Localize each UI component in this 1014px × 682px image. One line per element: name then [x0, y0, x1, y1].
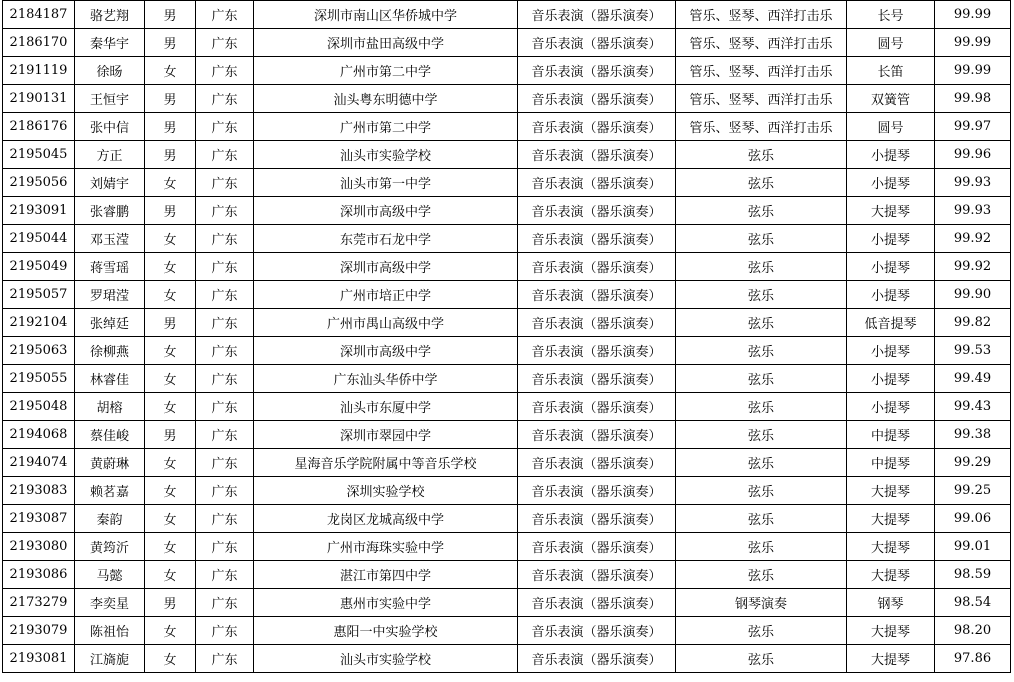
table-row [3, 57, 1011, 85]
gender-cell: 女 [145, 645, 196, 673]
candidate-id-cell: 2195045 [3, 141, 75, 169]
province-cell: 广东 [196, 365, 254, 393]
major-cell: 音乐表演（器乐演奏） [518, 365, 676, 393]
score-cell: 99.99 [935, 1, 1011, 29]
gender-cell: 女 [145, 561, 196, 589]
major-cell: 音乐表演（器乐演奏） [518, 281, 676, 309]
instrument-cell: 长笛 [847, 57, 935, 85]
table-row [3, 533, 1011, 561]
name-cell: 秦韵 [75, 505, 145, 533]
category-cell: 弦乐 [676, 337, 847, 365]
instrument-cell: 低音提琴 [847, 309, 935, 337]
major-cell: 音乐表演（器乐演奏） [518, 1, 676, 29]
score-cell: 99.96 [935, 141, 1011, 169]
table-row [3, 393, 1011, 421]
gender-cell: 男 [145, 421, 196, 449]
school-cell: 深圳市高级中学 [254, 337, 518, 365]
province-cell: 广东 [196, 225, 254, 253]
table-row [3, 309, 1011, 337]
category-cell: 管乐、竖琴、西洋打击乐 [676, 1, 847, 29]
table-row [3, 365, 1011, 393]
major-cell: 音乐表演（器乐演奏） [518, 421, 676, 449]
table-row [3, 281, 1011, 309]
score-cell: 99.90 [935, 281, 1011, 309]
name-cell: 邓玉滢 [75, 225, 145, 253]
score-cell: 99.99 [935, 57, 1011, 85]
candidate-id-cell: 2193080 [3, 533, 75, 561]
category-cell: 弦乐 [676, 645, 847, 673]
school-cell: 惠阳一中实验学校 [254, 617, 518, 645]
gender-cell: 男 [145, 309, 196, 337]
province-cell: 广东 [196, 421, 254, 449]
gender-cell: 女 [145, 449, 196, 477]
gender-cell: 女 [145, 225, 196, 253]
major-cell: 音乐表演（器乐演奏） [518, 393, 676, 421]
province-cell: 广东 [196, 617, 254, 645]
major-cell: 音乐表演（器乐演奏） [518, 253, 676, 281]
instrument-cell: 小提琴 [847, 365, 935, 393]
province-cell: 广东 [196, 253, 254, 281]
candidate-id-cell: 2195056 [3, 169, 75, 197]
category-cell: 弦乐 [676, 617, 847, 645]
major-cell: 音乐表演（器乐演奏） [518, 505, 676, 533]
name-cell: 马懿 [75, 561, 145, 589]
name-cell: 蔡佳峻 [75, 421, 145, 449]
table-row [3, 29, 1011, 57]
instrument-cell: 大提琴 [847, 505, 935, 533]
province-cell: 广东 [196, 197, 254, 225]
gender-cell: 女 [145, 505, 196, 533]
score-cell: 99.25 [935, 477, 1011, 505]
candidate-id-cell: 2184187 [3, 1, 75, 29]
candidate-id-cell: 2194074 [3, 449, 75, 477]
score-cell: 99.82 [935, 309, 1011, 337]
candidate-id-cell: 2195044 [3, 225, 75, 253]
category-cell: 管乐、竖琴、西洋打击乐 [676, 57, 847, 85]
school-cell: 汕头市东厦中学 [254, 393, 518, 421]
name-cell: 方正 [75, 141, 145, 169]
major-cell: 音乐表演（器乐演奏） [518, 589, 676, 617]
candidate-id-cell: 2192104 [3, 309, 75, 337]
instrument-cell: 大提琴 [847, 561, 935, 589]
province-cell: 广东 [196, 169, 254, 197]
gender-cell: 女 [145, 253, 196, 281]
name-cell: 刘婧宇 [75, 169, 145, 197]
school-cell: 惠州市实验中学 [254, 589, 518, 617]
candidate-id-cell: 2186176 [3, 113, 75, 141]
candidate-id-cell: 2193086 [3, 561, 75, 589]
school-cell: 东莞市石龙中学 [254, 225, 518, 253]
province-cell: 广东 [196, 589, 254, 617]
major-cell: 音乐表演（器乐演奏） [518, 29, 676, 57]
instrument-cell: 小提琴 [847, 141, 935, 169]
table-row [3, 589, 1011, 617]
school-cell: 广州市第二中学 [254, 113, 518, 141]
province-cell: 广东 [196, 281, 254, 309]
candidate-id-cell: 2193079 [3, 617, 75, 645]
province-cell: 广东 [196, 561, 254, 589]
score-cell: 99.99 [935, 29, 1011, 57]
province-cell: 广东 [196, 477, 254, 505]
province-cell: 广东 [196, 85, 254, 113]
gender-cell: 女 [145, 617, 196, 645]
school-cell: 深圳实验学校 [254, 477, 518, 505]
name-cell: 赖茗嘉 [75, 477, 145, 505]
table-row [3, 337, 1011, 365]
category-cell: 钢琴演奏 [676, 589, 847, 617]
category-cell: 弦乐 [676, 309, 847, 337]
candidate-id-cell: 2191119 [3, 57, 75, 85]
major-cell: 音乐表演（器乐演奏） [518, 197, 676, 225]
name-cell: 徐柳燕 [75, 337, 145, 365]
name-cell: 张睿鹏 [75, 197, 145, 225]
province-cell: 广东 [196, 337, 254, 365]
gender-cell: 男 [145, 197, 196, 225]
category-cell: 弦乐 [676, 169, 847, 197]
major-cell: 音乐表演（器乐演奏） [518, 561, 676, 589]
name-cell: 李奕星 [75, 589, 145, 617]
table-row [3, 225, 1011, 253]
name-cell: 罗珺滢 [75, 281, 145, 309]
category-cell: 弦乐 [676, 533, 847, 561]
category-cell: 弦乐 [676, 505, 847, 533]
gender-cell: 女 [145, 281, 196, 309]
major-cell: 音乐表演（器乐演奏） [518, 141, 676, 169]
candidate-id-cell: 2195055 [3, 365, 75, 393]
name-cell: 黄筠沂 [75, 533, 145, 561]
candidate-id-cell: 2190131 [3, 85, 75, 113]
name-cell: 张绰廷 [75, 309, 145, 337]
candidate-id-cell: 2194068 [3, 421, 75, 449]
gender-cell: 女 [145, 365, 196, 393]
candidate-id-cell: 2195049 [3, 253, 75, 281]
name-cell: 江旖旎 [75, 645, 145, 673]
major-cell: 音乐表演（器乐演奏） [518, 57, 676, 85]
candidate-id-cell: 2193087 [3, 505, 75, 533]
name-cell: 陈祖怡 [75, 617, 145, 645]
province-cell: 广东 [196, 505, 254, 533]
instrument-cell: 圆号 [847, 113, 935, 141]
school-cell: 星海音乐学院附属中等音乐学校 [254, 449, 518, 477]
instrument-cell: 圆号 [847, 29, 935, 57]
instrument-cell: 中提琴 [847, 449, 935, 477]
instrument-cell: 中提琴 [847, 421, 935, 449]
score-cell: 99.01 [935, 533, 1011, 561]
instrument-cell: 小提琴 [847, 281, 935, 309]
score-cell: 99.38 [935, 421, 1011, 449]
table-row [3, 645, 1011, 673]
category-cell: 弦乐 [676, 421, 847, 449]
category-cell: 弦乐 [676, 561, 847, 589]
major-cell: 音乐表演（器乐演奏） [518, 113, 676, 141]
table-body [3, 1, 1011, 673]
gender-cell: 男 [145, 1, 196, 29]
category-cell: 弦乐 [676, 281, 847, 309]
school-cell: 广东汕头华侨中学 [254, 365, 518, 393]
score-cell: 99.93 [935, 169, 1011, 197]
name-cell: 骆艺翔 [75, 1, 145, 29]
instrument-cell: 小提琴 [847, 169, 935, 197]
school-cell: 广州市第二中学 [254, 57, 518, 85]
gender-cell: 女 [145, 57, 196, 85]
category-cell: 弦乐 [676, 197, 847, 225]
school-cell: 深圳市高级中学 [254, 253, 518, 281]
gender-cell: 女 [145, 169, 196, 197]
province-cell: 广东 [196, 1, 254, 29]
gender-cell: 女 [145, 393, 196, 421]
table-row [3, 561, 1011, 589]
instrument-cell: 小提琴 [847, 393, 935, 421]
school-cell: 广州市培正中学 [254, 281, 518, 309]
category-cell: 弦乐 [676, 477, 847, 505]
instrument-cell: 钢琴 [847, 589, 935, 617]
province-cell: 广东 [196, 449, 254, 477]
candidate-id-cell: 2195048 [3, 393, 75, 421]
school-cell: 深圳市南山区华侨城中学 [254, 1, 518, 29]
score-cell: 99.97 [935, 113, 1011, 141]
name-cell: 蒋雪瑶 [75, 253, 145, 281]
instrument-cell: 大提琴 [847, 477, 935, 505]
province-cell: 广东 [196, 141, 254, 169]
category-cell: 弦乐 [676, 225, 847, 253]
candidate-id-cell: 2195057 [3, 281, 75, 309]
category-cell: 管乐、竖琴、西洋打击乐 [676, 113, 847, 141]
major-cell: 音乐表演（器乐演奏） [518, 449, 676, 477]
gender-cell: 男 [145, 85, 196, 113]
school-cell: 汕头市实验学校 [254, 141, 518, 169]
instrument-cell: 大提琴 [847, 197, 935, 225]
candidate-id-cell: 2193081 [3, 645, 75, 673]
table-row [3, 449, 1011, 477]
province-cell: 广东 [196, 393, 254, 421]
table-row [3, 253, 1011, 281]
table-row [3, 85, 1011, 113]
category-cell: 弦乐 [676, 449, 847, 477]
gender-cell: 男 [145, 113, 196, 141]
name-cell: 王恒宇 [75, 85, 145, 113]
name-cell: 徐旸 [75, 57, 145, 85]
score-cell: 99.49 [935, 365, 1011, 393]
score-cell: 99.98 [935, 85, 1011, 113]
admission-score-table [2, 0, 1011, 673]
major-cell: 音乐表演（器乐演奏） [518, 85, 676, 113]
major-cell: 音乐表演（器乐演奏） [518, 225, 676, 253]
gender-cell: 女 [145, 533, 196, 561]
category-cell: 管乐、竖琴、西洋打击乐 [676, 29, 847, 57]
major-cell: 音乐表演（器乐演奏） [518, 169, 676, 197]
name-cell: 秦华宇 [75, 29, 145, 57]
instrument-cell: 小提琴 [847, 337, 935, 365]
score-cell: 99.92 [935, 225, 1011, 253]
category-cell: 弦乐 [676, 393, 847, 421]
major-cell: 音乐表演（器乐演奏） [518, 309, 676, 337]
province-cell: 广东 [196, 533, 254, 561]
school-cell: 汕头市实验学校 [254, 645, 518, 673]
name-cell: 林睿佳 [75, 365, 145, 393]
gender-cell: 男 [145, 141, 196, 169]
score-cell: 99.43 [935, 393, 1011, 421]
school-cell: 深圳市翠园中学 [254, 421, 518, 449]
gender-cell: 女 [145, 477, 196, 505]
instrument-cell: 小提琴 [847, 225, 935, 253]
province-cell: 广东 [196, 309, 254, 337]
instrument-cell: 大提琴 [847, 533, 935, 561]
table-row [3, 505, 1011, 533]
name-cell: 胡榕 [75, 393, 145, 421]
score-cell: 98.54 [935, 589, 1011, 617]
category-cell: 弦乐 [676, 253, 847, 281]
instrument-cell: 长号 [847, 1, 935, 29]
category-cell: 管乐、竖琴、西洋打击乐 [676, 85, 847, 113]
instrument-cell: 大提琴 [847, 617, 935, 645]
school-cell: 龙岗区龙城高级中学 [254, 505, 518, 533]
province-cell: 广东 [196, 29, 254, 57]
score-cell: 97.86 [935, 645, 1011, 673]
major-cell: 音乐表演（器乐演奏） [518, 477, 676, 505]
gender-cell: 男 [145, 29, 196, 57]
table-row [3, 197, 1011, 225]
name-cell: 张中信 [75, 113, 145, 141]
candidate-id-cell: 2195063 [3, 337, 75, 365]
table-row [3, 477, 1011, 505]
school-cell: 广州市禺山高级中学 [254, 309, 518, 337]
major-cell: 音乐表演（器乐演奏） [518, 617, 676, 645]
table-row [3, 113, 1011, 141]
school-cell: 汕头市第一中学 [254, 169, 518, 197]
table-row [3, 169, 1011, 197]
school-cell: 湛江市第四中学 [254, 561, 518, 589]
score-cell: 98.20 [935, 617, 1011, 645]
major-cell: 音乐表演（器乐演奏） [518, 337, 676, 365]
table-row [3, 1, 1011, 29]
candidate-id-cell: 2173279 [3, 589, 75, 617]
score-cell: 99.29 [935, 449, 1011, 477]
name-cell: 黄蔚琳 [75, 449, 145, 477]
gender-cell: 女 [145, 337, 196, 365]
school-cell: 广州市海珠实验中学 [254, 533, 518, 561]
score-cell: 98.59 [935, 561, 1011, 589]
province-cell: 广东 [196, 57, 254, 85]
score-cell: 99.06 [935, 505, 1011, 533]
instrument-cell: 大提琴 [847, 645, 935, 673]
major-cell: 音乐表演（器乐演奏） [518, 645, 676, 673]
category-cell: 弦乐 [676, 141, 847, 169]
province-cell: 广东 [196, 113, 254, 141]
candidate-id-cell: 2193083 [3, 477, 75, 505]
candidate-id-cell: 2186170 [3, 29, 75, 57]
table-row [3, 141, 1011, 169]
instrument-cell: 双簧管 [847, 85, 935, 113]
candidate-id-cell: 2193091 [3, 197, 75, 225]
instrument-cell: 小提琴 [847, 253, 935, 281]
school-cell: 汕头粤东明德中学 [254, 85, 518, 113]
major-cell: 音乐表演（器乐演奏） [518, 533, 676, 561]
gender-cell: 男 [145, 589, 196, 617]
score-cell: 99.93 [935, 197, 1011, 225]
table-row [3, 421, 1011, 449]
province-cell: 广东 [196, 645, 254, 673]
table-row [3, 617, 1011, 645]
school-cell: 深圳市高级中学 [254, 197, 518, 225]
score-cell: 99.53 [935, 337, 1011, 365]
school-cell: 深圳市盐田高级中学 [254, 29, 518, 57]
category-cell: 弦乐 [676, 365, 847, 393]
score-cell: 99.92 [935, 253, 1011, 281]
